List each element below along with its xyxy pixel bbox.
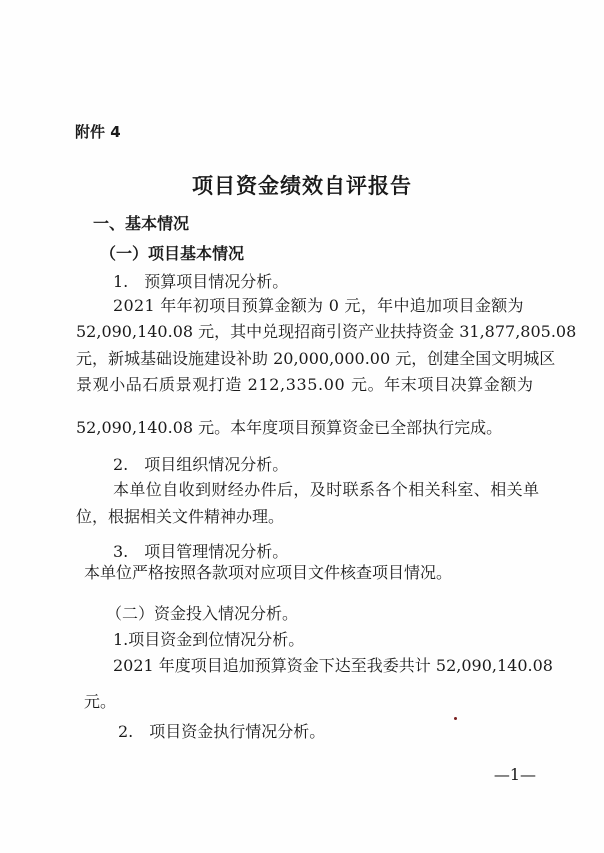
page-number: —1— — [493, 765, 536, 784]
document-title: 项目资金绩效自评报告 — [192, 174, 412, 198]
paragraph-line: 52,090,140.08 元。本年度项目预算资金已全部执行完成。 — [76, 418, 503, 437]
subsection-heading-project-basics: （一）项目基本情况 — [100, 244, 245, 263]
subsection-heading-fund-input: （二）资金投入情况分析。 — [106, 604, 299, 623]
paragraph-line: 2021 年年初项目预算金额为 0 元，年中追加项目金额为 — [113, 296, 524, 315]
section-heading-basic-info: 一、基本情况 — [93, 214, 190, 233]
paragraph-line: 元，新城基础设施建设补助 20,000,000.00 元，创建全国文明城区 — [76, 349, 556, 368]
paragraph-line: 52,090,140.08 元，其中兑现招商引资产业扶持资金 31,877,805.08 — [76, 322, 577, 341]
item-fund-execution-analysis: 2. 项目资金执行情况分析。 — [118, 722, 326, 741]
paragraph-line: 景观小品石质景观打造 212,335.00 元。年末项目决算金额为 — [76, 375, 534, 394]
paragraph-line: 2021 年度项目追加预算资金下达至我委共计 52,090,140.08 — [113, 656, 553, 675]
item-budget-analysis: 1. 预算项目情况分析。 — [113, 272, 289, 291]
item-organization-analysis: 2. 项目组织情况分析。 — [113, 455, 289, 474]
paragraph-line: 位，根据相关文件精神办理。 — [76, 507, 285, 526]
item-management-analysis: 3. 项目管理情况分析。 — [113, 542, 289, 561]
item-fund-arrival-analysis: 1.项目资金到位情况分析。 — [113, 630, 305, 649]
attachment-label: 附件 4 — [75, 123, 121, 141]
paragraph-line: 元。 — [84, 692, 117, 711]
paragraph-line: 本单位严格按照各款项对应项目文件核查项目情况。 — [84, 563, 453, 582]
paragraph-line: 本单位自收到财经办件后，及时联系各个相关科室、相关单 — [113, 480, 540, 499]
ink-speck — [454, 717, 457, 720]
